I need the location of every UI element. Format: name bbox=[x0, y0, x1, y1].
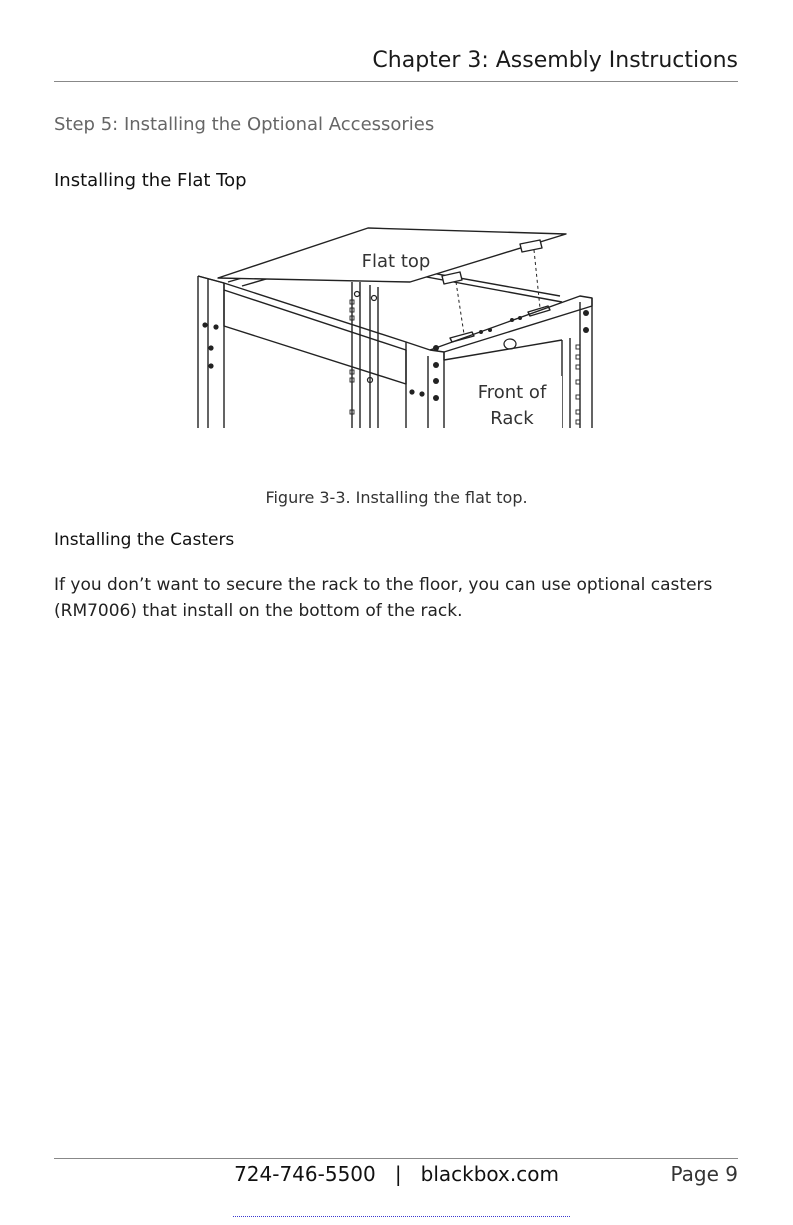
footer-contact[interactable]: 724-746-5500 | blackbox.com bbox=[234, 1162, 559, 1186]
casters-heading: Installing the Casters bbox=[54, 530, 235, 550]
front-of-rack-label: Front of bbox=[477, 382, 547, 403]
link-underline bbox=[233, 1216, 570, 1217]
back-left-post bbox=[198, 276, 224, 428]
front-of-rack-label-line2: Rack bbox=[490, 408, 534, 429]
footer-divider bbox=[54, 1158, 738, 1159]
left-top-beam bbox=[198, 276, 406, 350]
step-heading: Step 5: Installing the Optional Accessories bbox=[54, 114, 435, 135]
page-number: Page 9 bbox=[670, 1162, 738, 1186]
figure-caption: Figure 3-3. Installing the flat top. bbox=[265, 488, 528, 507]
chapter-title: Chapter 3: Assembly Instructions bbox=[372, 48, 738, 73]
right-post bbox=[562, 298, 592, 428]
front-left-post bbox=[406, 350, 444, 428]
flat-top-label: Flat top bbox=[361, 251, 431, 272]
header-divider bbox=[54, 81, 738, 82]
back-inner-post bbox=[352, 282, 378, 428]
casters-paragraph: If you don’t want to secure the rack to the floor, you can use optional casters (RM7006) that install on the bottom of the rack. bbox=[54, 575, 713, 621]
rack-flat-top-figure bbox=[190, 218, 610, 430]
flat-top-heading: Installing the Flat Top bbox=[54, 170, 247, 191]
front-top-beam bbox=[406, 296, 592, 352]
